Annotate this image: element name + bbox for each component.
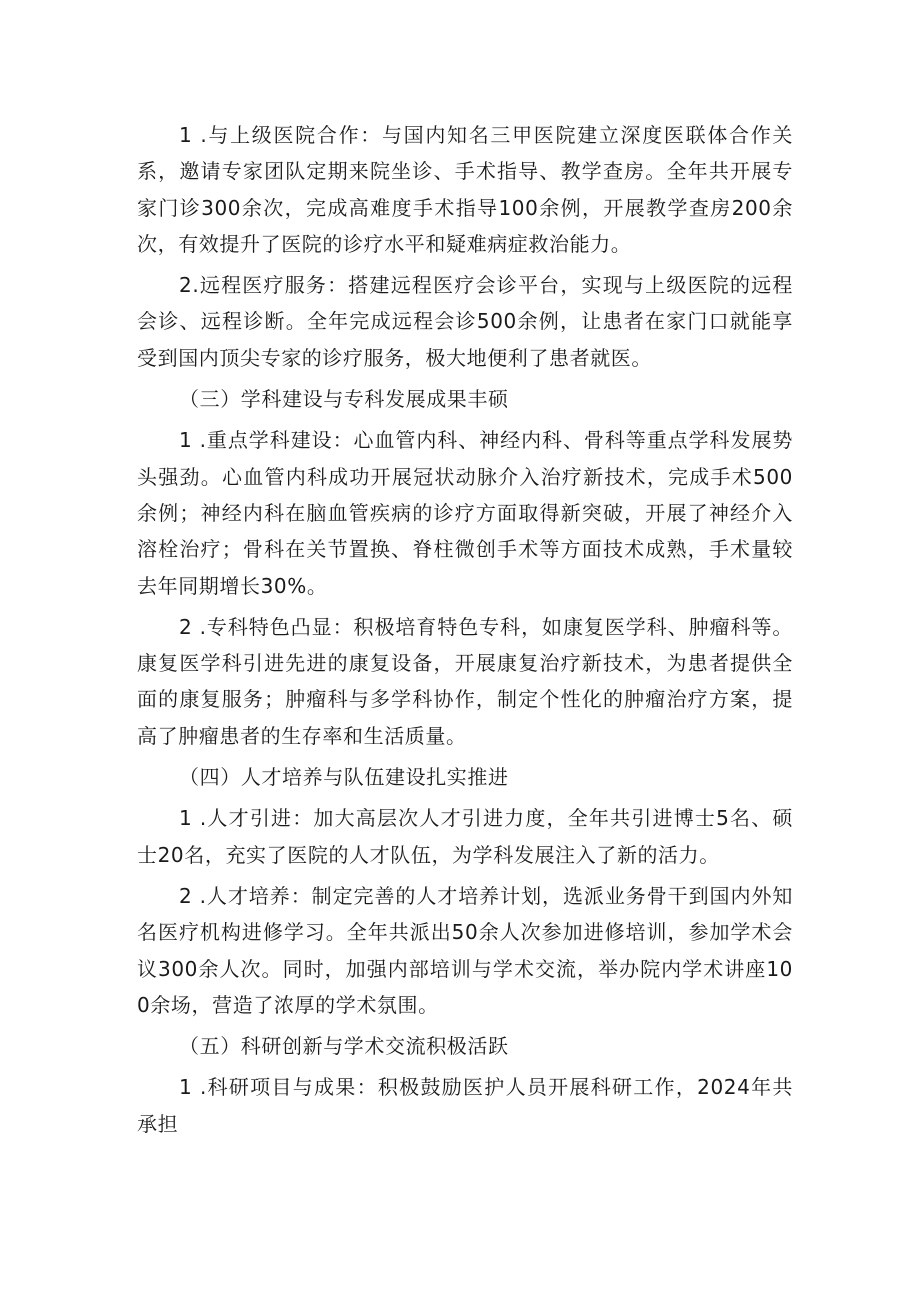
paragraph-research-projects: 1 .科研项目与成果：积极鼓励医护人员开展科研工作，2024年共承担	[137, 1075, 793, 1136]
paragraph-talent-recruitment: 1 .人才引进：加大高层次人才引进力度，全年共引进博士5名、硕士20名，充实了医院的人才队伍，为学科发展注入了新的活力。	[137, 806, 793, 867]
section-heading-research: （五）科研创新与学术交流积极活跃	[179, 1034, 509, 1059]
paragraph-key-disciplines: 1 .重点学科建设：心血管内科、神经内科、骨科等重点学科发展势头强劲。心血管内科成功开展冠状动脉介入治疗新技术，完成手术500余例；神经内科在脑血管疾病的诊疗方面取得新突破，开展了神经介入溶栓治疗；骨科在关节置换、脊柱微创手术等方面技术成熟，手术量较去年同期增长30%。	[137, 428, 793, 598]
paragraph-talent-training: 2 .人才培养：制定完善的人才培养计划，选派业务骨干到国内外知名医疗机构进修学习。全年共派出50余人次参加进修培训，参加学术会议300余人次。同时，加强内部培训与学术交流，举办院内学术讲座100余场，营造了浓厚的学术氛围。	[137, 883, 793, 1017]
paragraph-specialty-features: 2 .专科特色凸显：积极培育特色专科，如康复医学科、肿瘤科等。康复医学科引进先进的康复设备，开展康复治疗新技术，为患者提供全面的康复服务；肿瘤科与多学科协作，制定个性化的肿瘤治疗方案，提高了肿瘤患者的生存率和生活质量。	[137, 614, 793, 748]
document-page	[137, 117, 793, 1142]
section-heading-talent: （四）人才培养与队伍建设扎实推进	[179, 765, 509, 790]
section-heading-discipline: （三）学科建设与专科发展成果丰硕	[179, 387, 509, 412]
paragraph-telemedicine: 2.远程医疗服务：搭建远程医疗会诊平台，实现与上级医院的远程会诊、远程诊断。全年完成远程会诊500余例，让患者在家门口就能享受到国内顶尖专家的诊疗服务，极大地便利了患者就医。	[137, 273, 793, 370]
paragraph-cooperation: 1 .与上级医院合作：与国内知名三甲医院建立深度医联体合作关系，邀请专家团队定期来院坐诊、手术指导、教学查房。全年共开展专家门诊300余次，完成高难度手术指导100余例，开展教学查房200余次，有效提升了医院的诊疗水平和疑难病症救治能力。	[137, 123, 793, 256]
